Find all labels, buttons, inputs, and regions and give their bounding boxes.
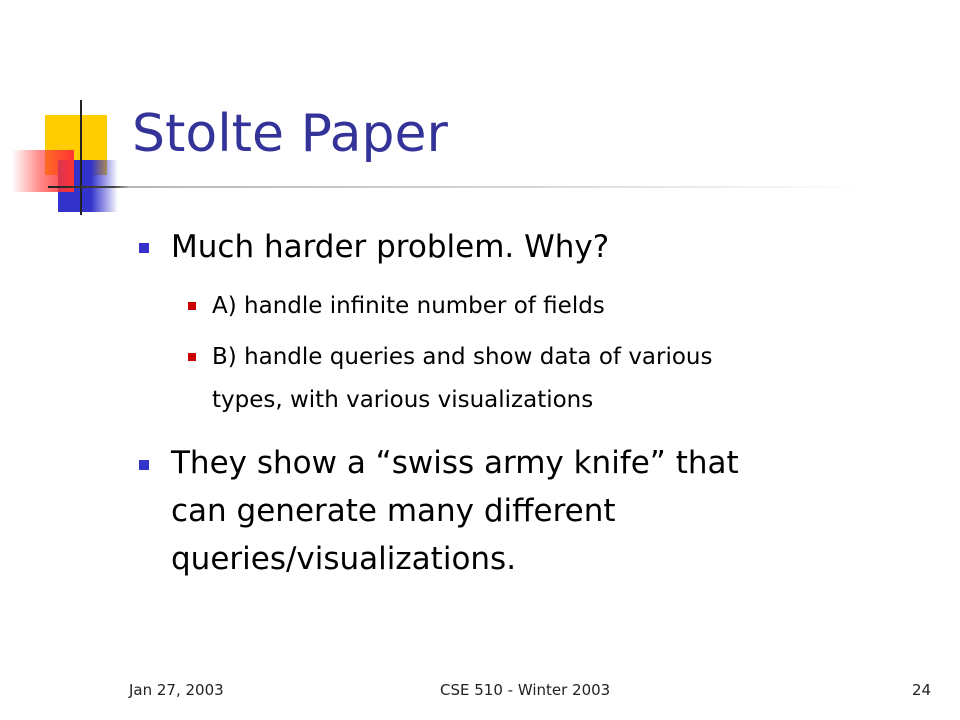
sub-bullet-marker bbox=[188, 353, 196, 361]
sub-bullet-text-line: A) handle infinite number of fields bbox=[212, 293, 605, 319]
sub-bullet-text-line: B) handle queries and show data of various bbox=[212, 344, 713, 370]
bullet-text-line: They show a “swiss army knife” that bbox=[171, 445, 739, 481]
sub-bullet-marker bbox=[188, 302, 196, 310]
bullet-text-line: queries/visualizations. bbox=[171, 541, 517, 577]
footer-page-number: 24 bbox=[912, 681, 932, 699]
title-underline-rule bbox=[48, 186, 868, 188]
sub-bullet-text-line: types, with various visualizations bbox=[212, 387, 594, 413]
footer-course: CSE 510 - Winter 2003 bbox=[440, 681, 611, 699]
vertical-rule bbox=[80, 100, 82, 215]
footer-date: Jan 27, 2003 bbox=[129, 681, 224, 699]
bullet-marker bbox=[139, 460, 149, 470]
bullet-text-line: Much harder problem. Why? bbox=[171, 229, 610, 265]
bullet-marker bbox=[139, 243, 149, 253]
slide-title: Stolte Paper bbox=[132, 104, 448, 164]
bullet-text-line: can generate many different bbox=[171, 493, 616, 529]
